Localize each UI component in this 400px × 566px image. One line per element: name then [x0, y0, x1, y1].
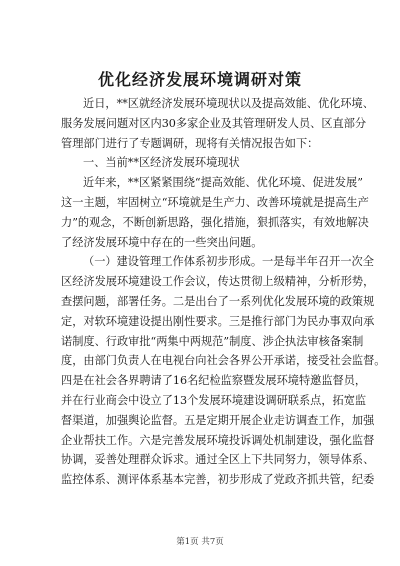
- paragraph-line: 服务发展问题对区内30多家企业及其管理研发人员、区直部分: [61, 116, 367, 130]
- paragraph-line: 企业帮扶工作。六是完善发展环境投诉调处机制建设，强化监督: [61, 433, 375, 447]
- paragraph-line: 诺制度、行政审批“两集中两规范”制度、涉企执法审核备案制: [61, 334, 364, 348]
- paragraph-line: 力”的观念，不断创新思路，强化措施，狠抓落实，有效地解决: [61, 215, 369, 229]
- paragraph-line: 近年来，**区紧紧围绕“提高效能、优化环境、促进发展”: [83, 176, 363, 190]
- document-title: 优化经济发展环境调研对策: [97, 70, 302, 89]
- paragraph-line: 定，对软环境建设提出刚性要求。三是推行部门为民办事双向承: [61, 314, 375, 328]
- page-number: 第1页 共7页: [176, 537, 224, 547]
- paragraph-line: 了经济发展环境中存在的一些突出问题。: [61, 235, 263, 249]
- paragraph-line: 监控体系、测评体系基本完善，初步形成了党政齐抓共管，纪委: [61, 473, 375, 487]
- document-body: [61, 94, 386, 490]
- paragraph-line: 查摆问题，部署任务。二是出台了一系列优化发展环境的政策规: [61, 294, 375, 308]
- paragraph-line: 度，由部门负责人在电视台向社会各界公开承诺，接受社会监督。: [61, 354, 386, 368]
- paragraph-line: （一）建设管理工作体系初步形成。一是每半年召开一次全: [83, 255, 374, 269]
- section-heading: 一、当前**区经济发展环境现状: [83, 156, 240, 170]
- paragraph-line: 近日，**区就经济发展环境现状以及提高效能、优化环境、: [83, 97, 374, 110]
- paragraph-line: 区经济发展环境建设工作会议，传达贯彻上级精神，分析形势，: [61, 275, 375, 289]
- paragraph-line: 四是在社会各界聘请了16名纪检监察暨发展环境特邀监督员，: [61, 374, 367, 388]
- paragraph-line: 这一主题，牢固树立“环境就是生产力、改善环境就是提高生产: [61, 195, 369, 209]
- paragraph-line: 管理部门进行了专题调研，现将有关情况报告如下：: [61, 136, 319, 150]
- paragraph-line: 督渠道，加强舆论监督。五是定期开展企业走访调查工作，加强: [61, 413, 375, 427]
- paragraph-line: 并在行业商会中设立了13个发展环境建设调研联系点，拓宽监: [61, 393, 367, 407]
- paragraph-line: 协调，妥善处理群众诉求。通过全区上下共同努力，领导体系、: [61, 453, 375, 467]
